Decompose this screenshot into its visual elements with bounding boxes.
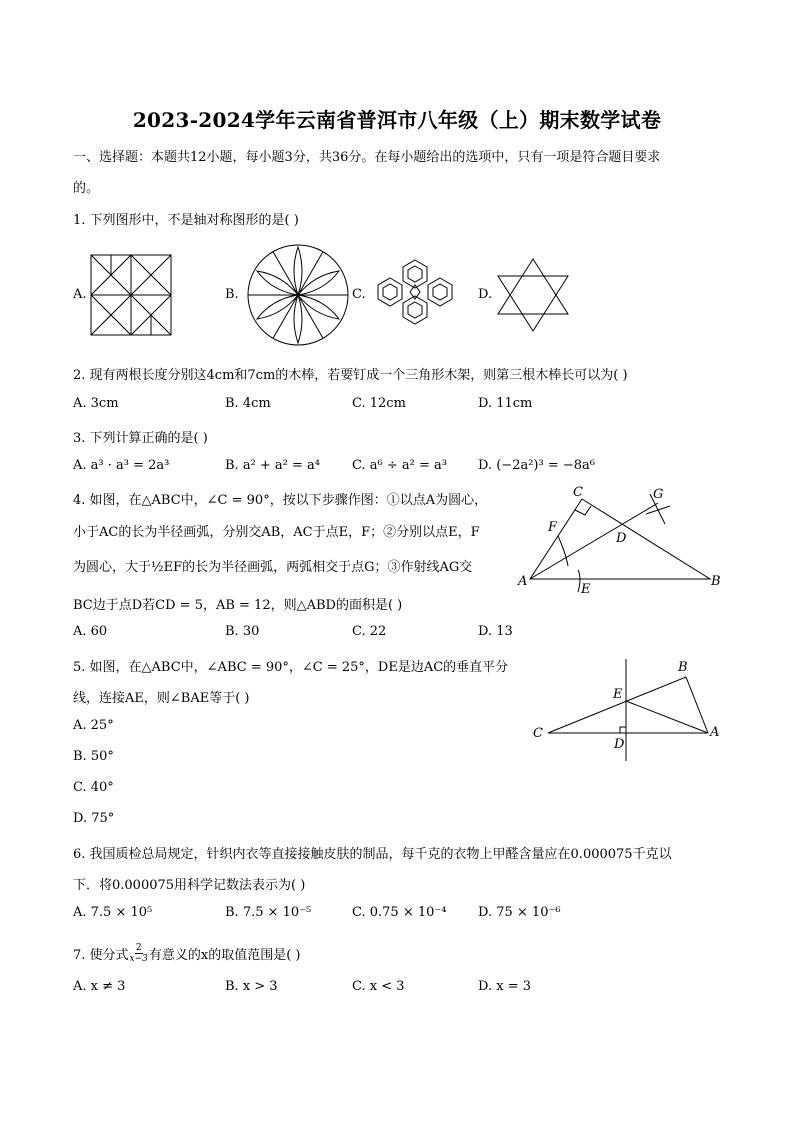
- q7-option-b: B. x > 3: [225, 979, 278, 994]
- q7-stem: [73, 943, 301, 964]
- q3-option-b: B. a² + a² = a⁴: [225, 458, 321, 473]
- q6-option-d: D. 75 × 10⁻⁶: [478, 905, 561, 920]
- q1-label-a: A.: [73, 287, 87, 302]
- q1-label-c: C.: [352, 287, 366, 302]
- q3-option-c: C. a⁶ ÷ a² = a³: [352, 458, 447, 473]
- q2-stem: 2. 现有两根长度分别这4cm和7cm的木棒，若要钉成一个三角形木架，则第三根木棒长可以为( ): [73, 368, 628, 383]
- q1-figure-d-hexagram: [496, 257, 570, 333]
- q5-option-d: D. 75°: [73, 811, 115, 826]
- q1-label-b: B.: [225, 287, 239, 302]
- q2-option-b: B. 4cm: [225, 396, 271, 411]
- q5-label-d: D: [614, 737, 625, 752]
- q5-label-a: A: [710, 725, 720, 740]
- q4-label-c: C: [573, 485, 583, 500]
- q5-option-c: C. 40°: [73, 780, 114, 795]
- q3-stem: 3. 下列计算正确的是( ): [73, 431, 208, 446]
- q4-stem-line2: 小于AC的长为半径画弧，分别交AB，AC于点E，F；②分别以点E，F: [73, 525, 480, 540]
- q4-label-a: A: [518, 574, 528, 589]
- q1-label-d: D.: [478, 287, 493, 302]
- q7-stem-pre: 7. 使分式: [73, 948, 129, 963]
- q6-option-c: C. 0.75 × 10⁻⁴: [352, 905, 447, 920]
- q2-option-a: A. 3cm: [73, 396, 119, 411]
- q5-option-b: B. 50°: [73, 749, 114, 764]
- q6-option-a: A. 7.5 × 10⁵: [73, 905, 153, 920]
- q3-option-a: A. a³ · a³ = 2a³: [73, 458, 170, 473]
- q4-option-c: C. 22: [352, 624, 387, 639]
- q4-label-f: F: [548, 520, 558, 535]
- q4-option-a: A. 60: [73, 624, 108, 639]
- q6-stem-line2: 下．将0.000075用科学记数法表示为( ): [73, 878, 306, 893]
- q3-option-d: D. (−2a²)³ = −8a⁶: [478, 458, 595, 473]
- q4-option-d: D. 13: [478, 624, 513, 639]
- page-title: 2023-2024学年云南省普洱市八年级（上）期末数学试卷: [132, 108, 662, 132]
- q4-option-b: B. 30: [225, 624, 260, 639]
- q7-option-c: C. x < 3: [352, 979, 405, 994]
- q1-figure-c-hexagons: [370, 252, 460, 332]
- q6-stem-line1: 6. 我国质检总局规定，针织内衣等直接接触皮肤的制品，每千克的衣物上甲醛含量应在0.000075千克以: [73, 847, 672, 862]
- q7-fraction-numerator: 2: [135, 943, 142, 953]
- q1-figure-a-pinwheel: [90, 254, 172, 336]
- q4-figure-triangle: [512, 484, 732, 604]
- q1-figure-b-flower: [246, 243, 350, 347]
- q7-option-d: D. x = 3: [478, 979, 531, 994]
- q5-stem-line2: 线，连接AE，则∠BAE等于( ): [73, 691, 250, 706]
- q5-label-b: B: [678, 660, 688, 675]
- q6-option-b: B. 7.5 × 10⁻⁵: [225, 905, 312, 920]
- q5-label-e: E: [613, 687, 623, 702]
- q7-fraction-denominator: x−3: [129, 954, 148, 964]
- section-heading-line1: 一、选择题：本题共12小题，每小题3分，共36分。在每小题给出的选项中，只有一项是符合题目要求: [73, 150, 661, 165]
- q4-label-b: B: [711, 574, 721, 589]
- q7-stem-post: 有意义的x的取值范围是( ): [148, 948, 301, 963]
- q5-option-a: A. 25°: [73, 718, 114, 733]
- q2-option-c: C. 12cm: [352, 396, 406, 411]
- section-heading-line2: 的。: [73, 181, 100, 196]
- q7-fraction: [130, 943, 148, 964]
- q4-label-d: D: [616, 531, 627, 546]
- q5-figure-triangle: [530, 657, 730, 767]
- q4-stem-line4: BC边于点D若CD = 5，AB = 12，则△ABD的面积是( ): [73, 598, 403, 613]
- q5-stem-line1: 5. 如图，在△ABC中，∠ABC = 90°，∠C = 25°，DE是边AC的垂直平分: [73, 660, 509, 675]
- q1-stem: 1. 下列图形中，不是轴对称图形的是( ): [73, 213, 299, 228]
- q4-stem-line1: 4. 如图，在△ABC中，∠C = 90°，按以下步骤作图：①以点A为圆心，: [73, 493, 488, 508]
- q4-stem-line3: 为圆心，大于½EF的长为半径画弧，两弧相交于点G；③作射线AG交: [73, 560, 473, 575]
- q5-label-c: C: [533, 726, 543, 741]
- q4-label-e: E: [581, 582, 591, 597]
- q7-option-a: A. x ≠ 3: [73, 979, 126, 994]
- q2-option-d: D. 11cm: [478, 396, 533, 411]
- q4-label-g: G: [653, 487, 664, 502]
